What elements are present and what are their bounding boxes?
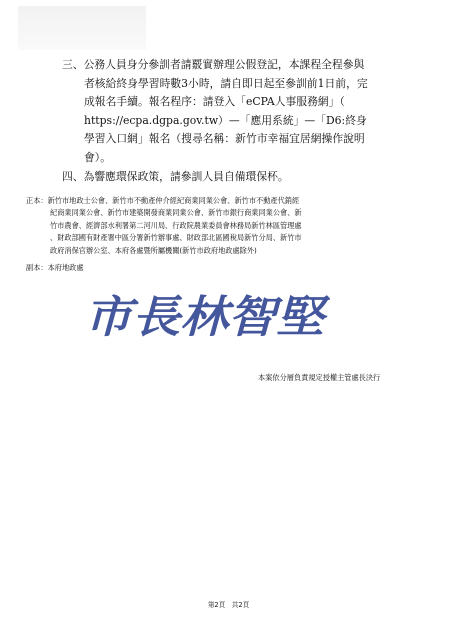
authorization-note: 本案依分層負責規定授權主管處長決行 <box>258 373 381 382</box>
text-line: 會）。 <box>84 150 111 164</box>
copy-label: 副本： <box>26 263 48 272</box>
signature-stamp-graphic <box>80 286 330 346</box>
signature-text: 市長林智堅 <box>84 292 330 343</box>
distribution-main-recipients <box>26 195 426 257</box>
text-line: 三、公務人員身分參訓者請覈實辦理公假登記，本課程全程參與 <box>62 58 365 71</box>
main-label: 正本： <box>26 196 48 205</box>
text-line <box>26 262 426 274</box>
recipients-line: 竹市農會、經濟部水利署第二河川局、行政院農業委員會林務局新竹林區管理處 <box>50 220 302 230</box>
text-line <box>26 195 426 207</box>
text-line: 四、為響應環保政策，請參訓人員自備環保杯。 <box>62 170 289 183</box>
text-line: https://ecpa.dgpa.gov.tw）—「應用系統」—「D6:終身 <box>84 113 367 127</box>
page-number: 第2頁 共2頁 <box>207 601 250 609</box>
distribution-copy-recipients <box>26 262 426 274</box>
mayor-signature-stamp <box>80 286 330 346</box>
paragraph-item-3 <box>62 56 422 168</box>
paragraph-item-4 <box>62 168 422 187</box>
recipients-line: 新竹市地政士公會、新竹市不動產仲介經紀商業同業公會、新竹市不動產代銷經 <box>47 196 300 205</box>
text-line: 成報名手續。報名程序：請登入「eCPA人事服務網」（ <box>84 95 345 109</box>
copy-recipient: 本府地政處 <box>47 263 84 272</box>
redacted-stamp-area <box>18 6 146 50</box>
recipients-line: 紀商業同業公會、新竹市建築開發商業同業公會、新竹市銀行商業同業公會、新 <box>50 208 302 218</box>
text-line: 者核給終身學習時數3小時，請自即日起至參訓前1日前，完 <box>84 76 368 90</box>
recipients-line: 、財政部國有財產署中區分署新竹辦事處、財政部北區國稅局新竹分局、新竹市 <box>50 233 302 243</box>
text-line: 學習入口網」報名（搜尋名稱：新竹市幸福宜居網操作說明 <box>84 132 365 146</box>
recipients-line: 政府消保官辦公室、本府各處暨所屬機關(新竹市政府地政處除外) <box>50 245 257 255</box>
